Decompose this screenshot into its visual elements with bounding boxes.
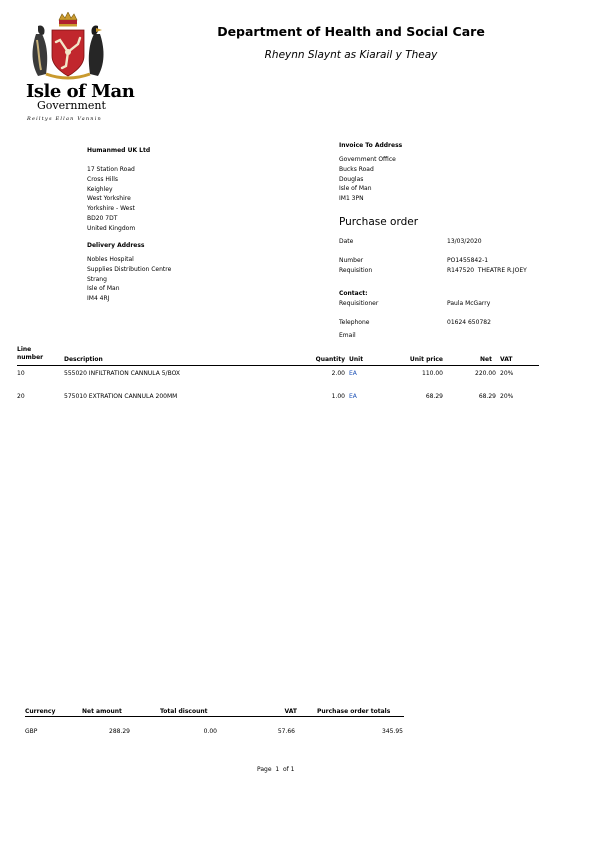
delivery-address-line: Isle of Man [87,285,120,293]
col-net: Net [480,356,492,363]
totals-discount-header: Total discount [160,708,208,715]
page-number: Page 1 of 1 [257,766,295,773]
totals-vat: 57.66 [277,728,295,735]
supplier-address-line: Keighley [87,185,113,193]
logo-motto: Reiltys Ellan Vannin [27,116,102,122]
requisitioner-value: Paula McGarry [447,300,491,307]
invoice-address-line: Bucks Road [339,165,374,173]
table-row-unit: EA [349,393,357,400]
invoice-address-line: Douglas [339,175,364,183]
col-description: Description [64,356,103,363]
supplier-address-line: BD20 7DT [87,214,118,222]
supplier-address-line: Yorkshire - West [87,205,135,213]
table-row-net: 68.29 [478,393,496,400]
table-row-line: 20 [17,393,25,400]
table-row-quantity: 1.00 [331,393,345,400]
totals-discount: 0.00 [203,728,217,735]
col-line-number-bottom: number [17,354,44,361]
delivery-address-line: Strang [87,275,107,283]
invoice-to-address [339,155,396,204]
telephone-value: 01624 650782 [447,319,491,326]
table-row-unit: EA [349,370,357,377]
requisition-value: R147520 THEATRE R.JOEY [447,267,527,274]
requisition-label: Requisition [339,267,373,274]
table-row-line: 10 [17,370,25,377]
number-label: Number [339,257,364,264]
table-row-net: 220.00 [475,370,496,377]
supplier-name: Humanmed UK Ltd [87,147,151,154]
supplier-address-line: Cross Hills [87,175,118,183]
delivery-address-line: IM4 4RJ [87,295,110,303]
delivery-heading: Delivery Address [87,242,145,249]
totals-net-header: Net amount [82,708,122,715]
table-row-unit-price: 110.00 [422,370,443,377]
col-line-number-top: Line [17,346,32,353]
col-unit: Unit [349,356,364,363]
logo-subtitle: Government [37,99,106,112]
supplier-address-line: 17 Station Road [87,166,135,173]
date-value: 13/03/2020 [447,238,482,245]
telephone-label: Telephone [339,319,370,326]
totals-po-header: Purchase order totals [317,708,391,715]
department-title: Department of Health and Social Care [217,24,485,39]
col-vat: VAT [500,356,513,363]
table-row-description: 575010 EXTRATION CANNULA 200MM [64,393,178,400]
contact-heading: Contact: [339,290,368,297]
totals-net-amount: 288.29 [109,728,130,735]
table-row-description: 555020 INFILTRATION CANNULA 5/BOX [64,370,181,377]
supplier-address [87,165,135,234]
table-header-rule [17,365,539,366]
table-row-vat: 20% [500,393,514,400]
supplier-address-line: West Yorkshire [87,195,131,203]
col-line-number [17,346,43,362]
department-manx-title: Rheynn Slaynt as Kiarail y Theay [264,49,438,61]
invoice-to-heading: Invoice To Address [339,142,403,149]
table-row-unit-price: 68.29 [425,393,443,400]
delivery-address-line: Nobles Hospital [87,256,134,263]
date-label: Date [339,238,354,245]
invoice-address-line: Isle of Man [339,185,372,193]
table-row-vat: 20% [500,370,514,377]
totals-vat-header: VAT [284,708,297,715]
totals-po-total: 345.95 [382,728,403,735]
col-unit-price: Unit price [409,356,443,363]
invoice-address-line: Government Office [339,156,396,163]
totals-header-rule [25,716,404,717]
crest-logo [26,12,110,80]
email-label: Email [339,332,356,339]
table-row-quantity: 2.00 [331,370,345,377]
delivery-address [87,255,171,304]
logo-text: Isle of Man [26,81,135,102]
delivery-address-line: Supplies Distribution Centre [87,265,172,273]
supplier-address-line: United Kingdom [87,224,136,232]
col-quantity: Quantity [315,356,345,363]
totals-currency: GBP [25,728,38,735]
totals-currency-header: Currency [25,708,56,715]
purchase-order-title: Purchase order [339,216,419,228]
requisitioner-label: Requisitioner [339,300,379,307]
number-value: PO1455842-1 [447,257,489,264]
invoice-address-line: IM1 3PN [339,195,364,203]
